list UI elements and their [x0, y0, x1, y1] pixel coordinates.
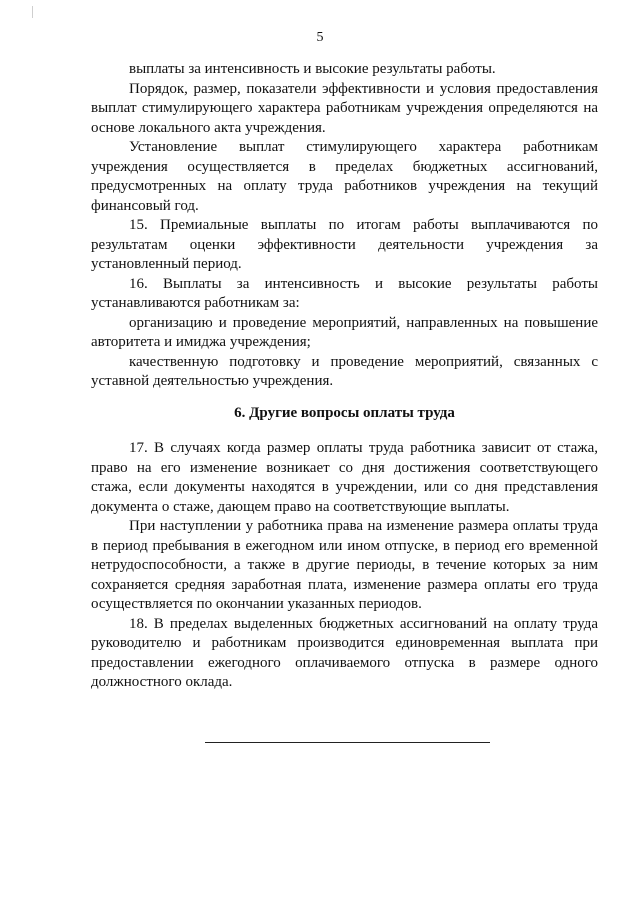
paragraph-16: 16. Выплаты за интенсивность и высокие результаты работы устанавливаются работникам за: — [91, 275, 598, 311]
paragraph-16-item-1: организацию и проведение мероприятий, направленных на повышение авторитета и имиджа учреждения; — [91, 314, 598, 350]
section-heading: 6. Другие вопросы оплаты труда — [234, 404, 455, 421]
paragraph-establishment: Установление выплат стимулирующего характера работникам учреждения осуществляется в пределах бюджетных ассигнований, предусмотренных на оплату труда работников учреждения на текущий финансовый год. — [91, 139, 598, 214]
paragraph-15: 15. Премиальные выплаты по итогам работы выплачиваются по результатам оценки эффективности деятельности учреждения за установленный период. — [91, 217, 598, 272]
paragraph-18: 18. В пределах выделенных бюджетных ассигнований на оплату труда руководителю и работникам производится единовременная выплата при предоставлении ежегодного оплачиваемого отпуска в размере одного должностного оклада. — [91, 615, 598, 690]
page-number: 5 — [316, 30, 324, 45]
paragraph-procedure: Порядок, размер, показатели эффективности и условия предоставления выплат стимулирующего характера работникам учреждения определяются на основе локального акта учреждения. — [91, 80, 598, 136]
paragraph-17: 17. В случаях когда размер оплаты труда работника зависит от стажа, право на его изменение возникает со дня достижения соответствующего стажа, если документы находятся в учреждении, или со дня представления документа о стаже, дающем право на соответствующие выплаты. — [91, 440, 598, 515]
paragraph-16-item-2: качественную подготовку и проведение мероприятий, связанных с уставной деятельностью учреждения. — [91, 353, 598, 389]
end-divider — [205, 742, 490, 743]
document-body — [91, 60, 598, 693]
paragraph-17-continued: При наступлении у работника права на изменение размера оплаты труда в период пребывания в ежегодном или ином отпуске, в период его временной нетрудоспособности, а также в другие периоды, в течение которых за ним сохраняется средняя заработная плата, изменение размера оплаты его труда осуществляется по окончании указанных периодов. — [91, 518, 598, 612]
paragraph-continuation: выплаты за интенсивность и высокие результаты работы. — [129, 61, 496, 77]
scan-mark — [32, 6, 33, 18]
